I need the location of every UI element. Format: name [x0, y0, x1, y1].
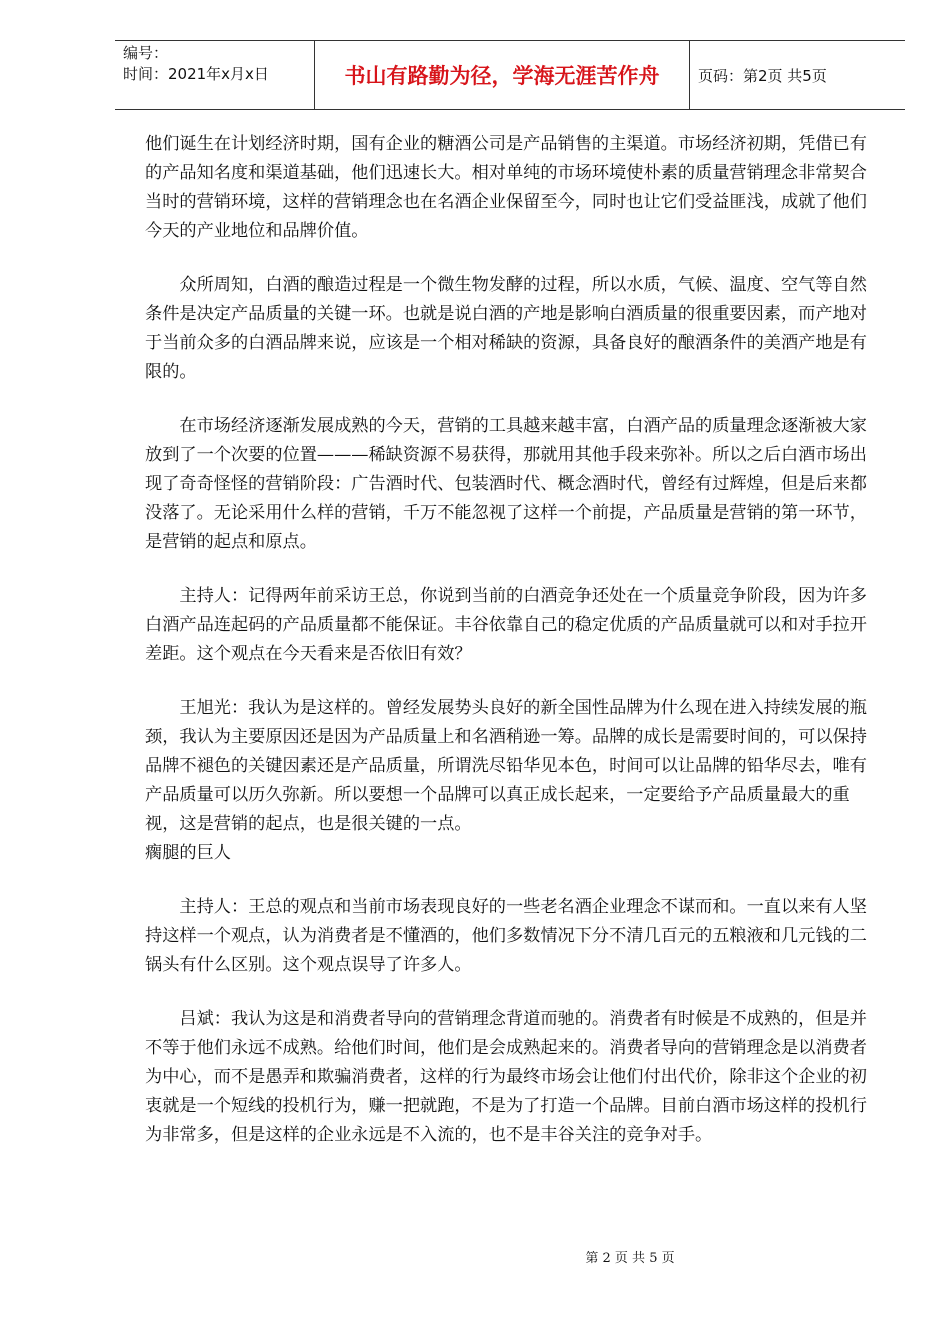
serial-label: 编号： [123, 44, 169, 62]
section-heading: 瘸腿的巨人 [145, 843, 231, 863]
paragraph-6: 主持人：王总的观点和当前市场表现良好的一些老名酒企业理念不谋而和。一直以来有人坚持这样一个观点，认为消费者是不懂酒的，他们多数情况下分不清几百元的五粮液和几元钱的二锅头有什么区别。这个观点误导了许多人。 [145, 897, 867, 975]
paragraph-3: 在市场经济逐渐发展成熟的今天，营销的工具越来越丰富，白酒产品的质量理念逐渐被大家放到了一个次要的位置———稀缺资源不易获得，那就用其他手段来弥补。所以之后白酒市场出现了奇奇怪怪的营销阶段：广告酒时代、包装酒时代、概念酒时代，曾经有过辉煌，但是后来都没落了。无论采用什么样的营销，千万不能忽视了这样一个前提，产品质量是营销的第一环节，是营销的起点和原点。 [145, 416, 867, 552]
header-meta-cell [115, 41, 315, 109]
paragraph-1: 他们诞生在计划经济时期，国有企业的糖酒公司是产品销售的主渠道。市场经济初期，凭借已有的产品知名度和渠道基础，他们迅速长大。相对单纯的市场环境使朴素的质量营销理念非常契合当时的营销环境，这样的营销理念也在名酒企业保留至今，同时也让它们受益匪浅，成就了他们今天的产业地位和品牌价值。 [145, 134, 867, 241]
header-page-info: 页码：第2页 共5页 [698, 66, 827, 85]
document-body [145, 130, 880, 1150]
paragraph-7: 吕斌：我认为这是和消费者导向的营销理念背道而驰的。消费者有时候是不成熟的，但是并不等于他们永远不成熟。给他们时间，他们是会成熟起来的。消费者导向的营销理念是以消费者为中心，而不是愚弄和欺骗消费者，这样的行为最终市场会让他们付出代价，除非这个企业的初衷就是一个短线的投机行为，赚一把就跑，不是为了打造一个品牌。目前白酒市场这样的投机行为非常多，但是这样的企业永远是不入流的，也不是丰谷关注的竞争对手。 [145, 1009, 867, 1145]
paragraph-5: 王旭光：我认为是这样的。曾经发展势头良好的新全国性品牌为什么现在进入持续发展的瓶颈，我认为主要原因还是因为产品质量上和名酒稍逊一筹。品牌的成长是需要时间的，可以保持品牌不褪色的关键因素还是产品质量，所谓洗尽铅华见本色，时间可以让品牌的铅华尽去，唯有产品质量可以历久弥新。所以要想一个品牌可以真正成长起来，一定要给予产品质量最大的重视，这是营销的起点，也是很关键的一点。 [145, 698, 867, 834]
paragraph-4: 主持人：记得两年前采访王总，你说到当前的白酒竞争还处在一个质量竞争阶段，因为许多白酒产品连起码的产品质量都不能保证。丰谷依靠自己的稳定优质的产品质量就可以和对手拉开差距。这个观点在今天看来是否依旧有效？ [145, 586, 867, 664]
page-footer: 第 2 页 共 5 页 [585, 1251, 675, 1266]
time-label: 时间：2021年x月x日 [123, 65, 269, 83]
paragraph-2: 众所周知，白酒的酿造过程是一个微生物发酵的过程，所以水质，气候、温度、空气等自然条件是决定产品质量的关键一环。也就是说白酒的产地是影响白酒质量的很重要因素，而产地对于当前众多的白酒品牌来说，应该是一个相对稀缺的资源，具备良好的酿酒条件的美酒产地是有限的。 [145, 275, 867, 382]
page-header [115, 40, 905, 110]
header-motto: 书山有路勤为径，学海无涯苦作舟 [315, 41, 690, 109]
